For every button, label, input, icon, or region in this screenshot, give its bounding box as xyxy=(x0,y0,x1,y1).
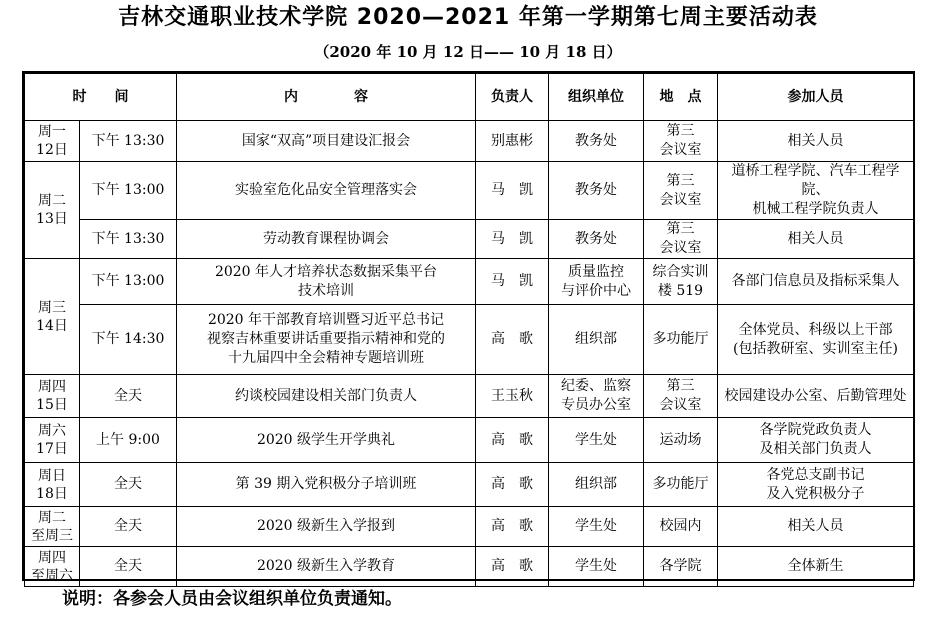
org-cell: 组织部 xyxy=(549,305,644,375)
header-person: 负责人 xyxy=(476,74,549,121)
place-cell: 第三 会议室 xyxy=(644,162,718,220)
attendees-cell: 各党总支副书记 及入党积极分子 xyxy=(718,463,914,507)
table-row xyxy=(25,220,914,259)
time-cell: 下午 14:30 xyxy=(80,305,177,375)
header-org: 组织单位 xyxy=(549,74,644,121)
table-row xyxy=(25,418,914,463)
content-cell: 2020 年干部教育培训暨习近平总书记 视察吉林重要讲话重要指示精神和党的 十九届四中全会精神专题培训班 xyxy=(177,305,476,375)
content-cell: 2020 级新生入学教育 xyxy=(177,547,476,587)
person-cell: 马 凯 xyxy=(476,162,549,220)
content-cell: 劳动教育课程协调会 xyxy=(177,220,476,259)
attendees-cell: 相关人员 xyxy=(718,220,914,259)
content-cell: 2020 级新生入学报到 xyxy=(177,507,476,547)
header-time: 时 间 xyxy=(25,74,177,121)
page-title: 吉林交通职业技术学院 2020—2021 年第一学期第七周主要活动表 xyxy=(118,5,818,30)
header-row xyxy=(25,74,914,121)
content-cell: 第 39 期入党积极分子培训班 xyxy=(177,463,476,507)
attendees-cell: 全体党员、科级以上干部 (包括教研室、实训室主任) xyxy=(718,305,914,375)
place-cell: 校园内 xyxy=(644,507,718,547)
org-cell: 教务处 xyxy=(549,162,644,220)
day-cell: 周三 14日 xyxy=(25,259,80,375)
table-row xyxy=(25,259,914,305)
place-cell: 运动场 xyxy=(644,418,718,463)
content-cell: 约谈校园建设相关部门负责人 xyxy=(177,375,476,418)
day-cell: 周四 至周六 xyxy=(25,547,80,587)
header-content: 内 容 xyxy=(177,74,476,121)
org-cell: 教务处 xyxy=(549,121,644,162)
content-cell: 2020 年人才培养状态数据采集平台 技术培训 xyxy=(177,259,476,305)
table-row xyxy=(25,121,914,162)
person-cell: 别惠彬 xyxy=(476,121,549,162)
time-cell: 下午 13:30 xyxy=(80,121,177,162)
person-cell: 高 歌 xyxy=(476,507,549,547)
time-cell: 下午 13:30 xyxy=(80,220,177,259)
time-cell: 全天 xyxy=(80,547,177,587)
person-cell: 马 凯 xyxy=(476,220,549,259)
org-cell: 组织部 xyxy=(549,463,644,507)
schedule-table xyxy=(24,73,914,587)
table-row xyxy=(25,463,914,507)
time-cell: 下午 13:00 xyxy=(80,162,177,220)
table-row xyxy=(25,375,914,418)
footnote: 说明：各参会人员由会议组织单位负责通知。 xyxy=(62,589,402,609)
attendees-cell: 相关人员 xyxy=(718,507,914,547)
org-cell: 学生处 xyxy=(549,507,644,547)
time-cell: 全天 xyxy=(80,375,177,418)
header-attendees: 参加人员 xyxy=(718,74,914,121)
attendees-cell: 各学院党政负责人 及相关部门负责人 xyxy=(718,418,914,463)
place-cell: 第三 会议室 xyxy=(644,375,718,418)
place-cell: 多功能厅 xyxy=(644,305,718,375)
table-row xyxy=(25,547,914,587)
day-cell: 周四 15日 xyxy=(25,375,80,418)
content-cell: 国家“双高”项目建设汇报会 xyxy=(177,121,476,162)
person-cell: 高 歌 xyxy=(476,547,549,587)
content-cell: 实验室危化品安全管理落实会 xyxy=(177,162,476,220)
time-cell: 下午 13:00 xyxy=(80,259,177,305)
place-cell: 多功能厅 xyxy=(644,463,718,507)
attendees-cell: 校园建设办公室、后勤管理处 xyxy=(718,375,914,418)
day-cell: 周六 17日 xyxy=(25,418,80,463)
table-row xyxy=(25,507,914,547)
time-cell: 上午 9:00 xyxy=(80,418,177,463)
day-cell: 周日 18日 xyxy=(25,463,80,507)
schedule-body xyxy=(25,121,914,587)
place-cell: 第三 会议室 xyxy=(644,220,718,259)
org-cell: 纪委、监察 专员办公室 xyxy=(549,375,644,418)
date-range: （2020 年 10 月 12 日—— 10 月 18 日） xyxy=(314,43,622,61)
header-place: 地 点 xyxy=(644,74,718,121)
attendees-cell: 道桥工程学院、汽车工程学院、 机械工程学院负责人 xyxy=(718,162,914,220)
place-cell: 综合实训 楼 519 xyxy=(644,259,718,305)
day-cell: 周二 至周三 xyxy=(25,507,80,547)
time-cell: 全天 xyxy=(80,463,177,507)
place-cell: 第三 会议室 xyxy=(644,121,718,162)
table-row xyxy=(25,305,914,375)
place-cell: 各学院 xyxy=(644,547,718,587)
org-cell: 学生处 xyxy=(549,418,644,463)
attendees-cell: 相关人员 xyxy=(718,121,914,162)
day-cell: 周一 12日 xyxy=(25,121,80,162)
person-cell: 高 歌 xyxy=(476,463,549,507)
org-cell: 质量监控 与评价中心 xyxy=(549,259,644,305)
org-cell: 学生处 xyxy=(549,547,644,587)
org-cell: 教务处 xyxy=(549,220,644,259)
time-cell: 全天 xyxy=(80,507,177,547)
attendees-cell: 全体新生 xyxy=(718,547,914,587)
attendees-cell: 各部门信息员及指标采集人 xyxy=(718,259,914,305)
content-cell: 2020 级学生开学典礼 xyxy=(177,418,476,463)
person-cell: 高 歌 xyxy=(476,418,549,463)
table-row xyxy=(25,162,914,220)
person-cell: 马 凯 xyxy=(476,259,549,305)
person-cell: 王玉秋 xyxy=(476,375,549,418)
person-cell: 高 歌 xyxy=(476,305,549,375)
day-cell: 周二 13日 xyxy=(25,162,80,259)
